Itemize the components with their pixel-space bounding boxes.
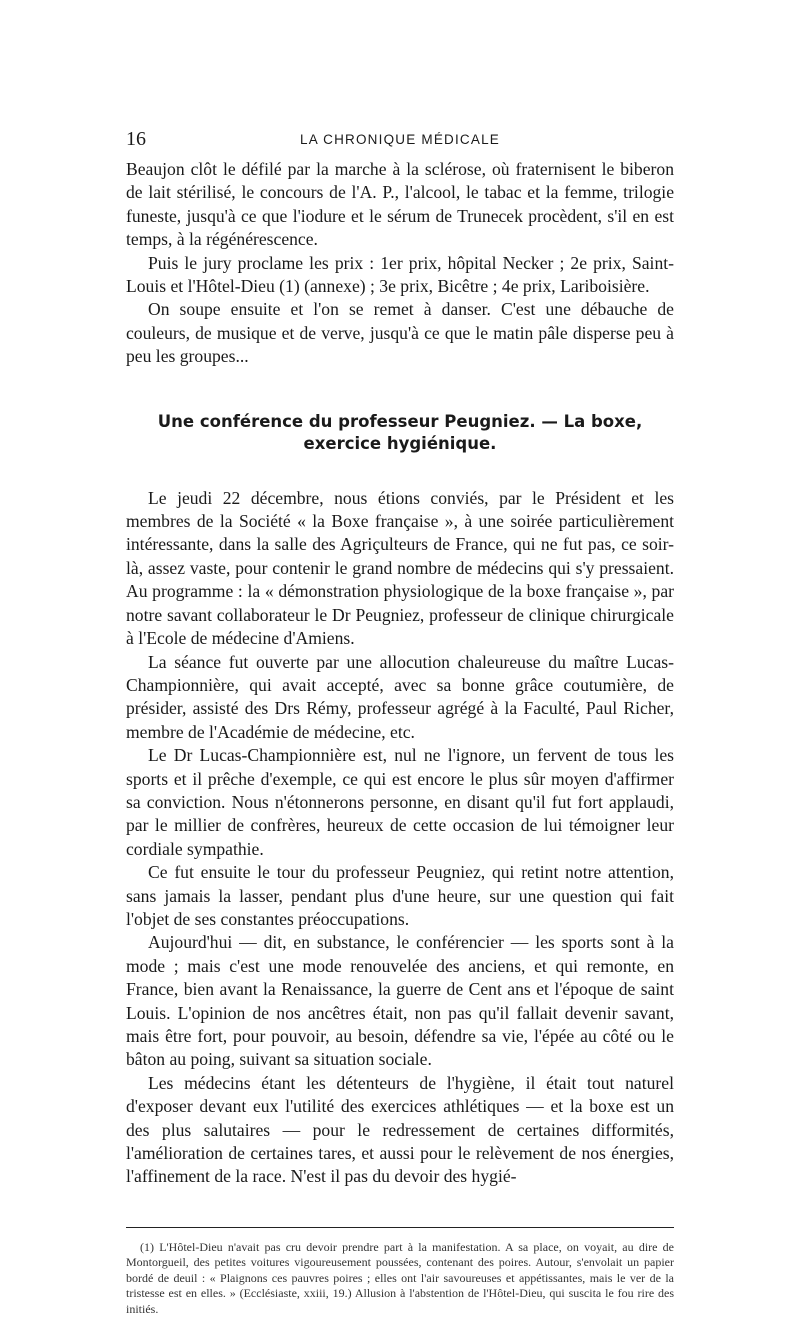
section-paragraph-1: Le jeudi 22 décembre, nous étions conviés, par le Président et les membres de la Société « la Boxe française », à une soirée particulièrement intéressante, dans la salle des Agriçulteurs de France, qui ne fut pas, ce soir-là, assez vaste, pour contenir le grand nombre de médecins qui s'y pressaient. Au programme : la « démonstration physiologique de la boxe française », par notre savant collaborateur le Dr Peugniez, professeur de clinique chirurgicale à l'Ecole de médecine d'Amiens. bbox=[126, 487, 674, 649]
intro-paragraph-1: Beaujon clôt le défilé par la marche à la sclérose, où fraternisent le biberon de lait stérilisé, le concours de l'A. P., l'alcool, le tabac et la femme, trilogie funeste, jusqu'à ce que l'iodure et le sérum de Trunecek procèdent, s'il en est temps, à la régénérescence. bbox=[126, 159, 674, 250]
footnote: (1) L'Hôtel-Dieu n'avait pas cru devoir prendre part à la manifestation. A sa place, on voyait, au dire de Montorgueil, des petites voitures vigoureusement poussées, contenant des poires. Autour, s'envolait un papier bordé de deuil : « Plaignons ces pauvres poires ; elles ont l'air savoureuses et appétissantes, mais le ver de la tristesse est en elles. » (Ecclésiaste, xxiii, 19.) Allusion à l'abstention de l'Hôtel-Dieu, qui suscita le fou rire des initiés. bbox=[126, 1239, 674, 1316]
page-header bbox=[126, 128, 674, 152]
page bbox=[126, 128, 674, 1317]
page-number: 16 bbox=[126, 128, 146, 150]
intro-paragraph-2: Puis le jury proclame les prix : 1er prix, hôpital Necker ; 2e prix, Saint-Louis et l'Hôtel-Dieu (1) (annexe) ; 3e prix, Bicêtre ; 4e prix, Lariboisière. bbox=[126, 252, 674, 297]
section-title: Une conférence du professeur Peugniez. — La boxe, exercice hygiénique. bbox=[157, 411, 643, 453]
intro-paragraph-3: On soupe ensuite et l'on se remet à danser. C'est une débauche de couleurs, de musique et de verve, jusqu'à ce que le matin pâle disperse peu à peu les groupes... bbox=[126, 299, 674, 367]
section-paragraph-6: Les médecins étant les détenteurs de l'hygiène, il était tout naturel d'exposer devant eux l'utilité des exercices athlétiques — et la boxe est un des plus salutaires — pour le redressement de certaines difformités, l'amélioration de certaines tares, et aussi pour le relèvement de nos énergies, l'affinement de la race. N'est il pas du devoir des hygié- bbox=[126, 1072, 674, 1187]
section-paragraph-3: Le Dr Lucas-Championnière est, nul ne l'ignore, un fervent de tous les sports et il prêche d'exemple, ce qui est encore le plus sûr moyen d'affirmer sa conviction. Nous n'étonnerons personne, en disant qu'il fut fort applaudi, par le millier de confrères, heureux de cette occasion de lui témoigner leur cordiale sympathie. bbox=[126, 745, 674, 859]
section-paragraph-2: La séance fut ouverte par une allocution chaleureuse du maître Lucas-Championnière, qui avait accepté, avec sa bonne grâce coutumière, de présider, assisté des Drs Rémy, professeur agrégé à la Faculté, Paul Richer, membre de l'Académie de médecine, etc. bbox=[126, 651, 674, 742]
section-paragraph-4: Ce fut ensuite le tour du professeur Peugniez, qui retint notre attention, sans jamais la lasser, pendant plus d'une heure, sur une question qui fait l'objet de ses constantes préoccupations. bbox=[126, 862, 674, 929]
footnote-rule bbox=[126, 1227, 674, 1228]
running-title: LA CHRONIQUE MÉDICALE bbox=[300, 132, 500, 147]
section-paragraph-5: Aujourd'hui — dit, en substance, le conférencier — les sports sont à la mode ; mais c'est une mode renouvelée des anciens, et qui remonte, en France, bien avant la Renaissance, la guerre de Cent ans et l'époque de saint Louis. L'opinion de nos ancêtres était, non pas qu'il fallait devenir savant, mais être fort, pour pouvoir, au besoin, défendre sa vie, l'épée au côté ou le bâton au poing, suivant sa situation sociale. bbox=[126, 932, 674, 1070]
